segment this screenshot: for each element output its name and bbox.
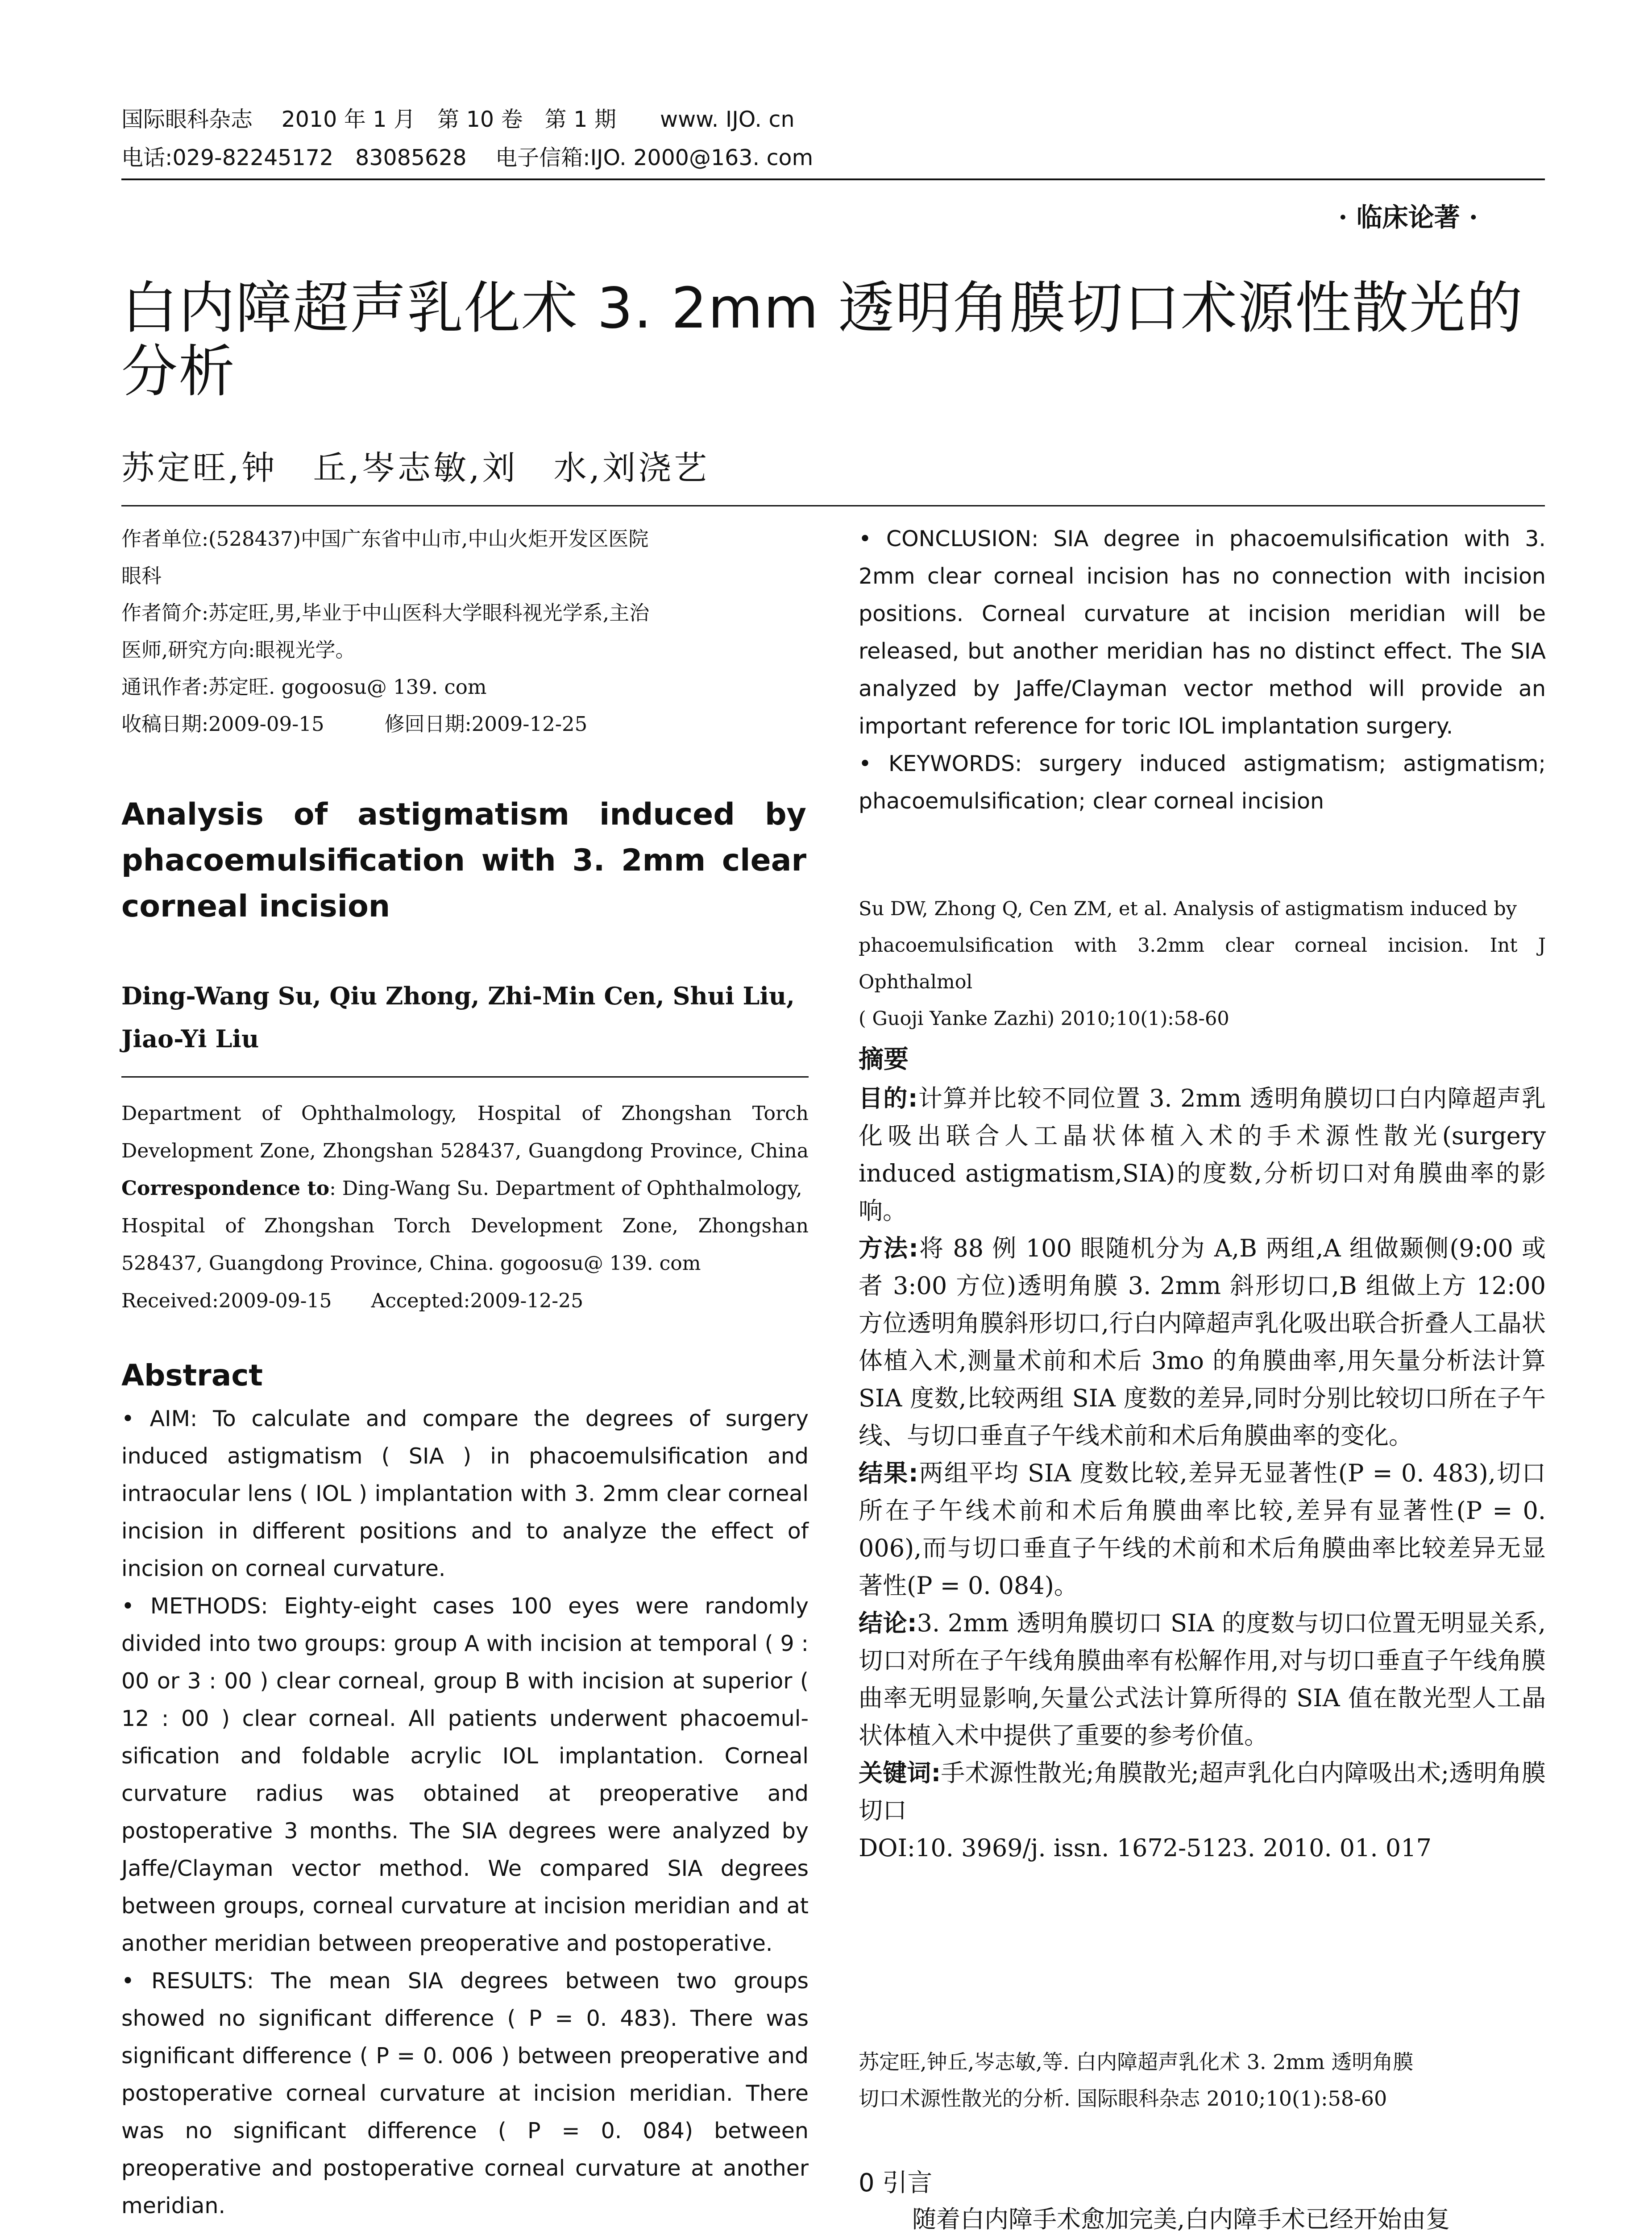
zh-abstract-body <box>859 1080 1546 1867</box>
intro-text: 随着白内障手术愈加完美,白内障手术已经开始由复 <box>912 2205 1450 2231</box>
article-title-line1: 白内障超声乳化术 3. 2mm 透明角膜切口术源性散光的 <box>121 275 1524 341</box>
zh-abstract-heading: 摘要 <box>859 1045 909 1074</box>
zh-conclusion-label: 结论: <box>859 1609 917 1637</box>
abstract-aim: • AIM: To calculate and compare the degrees of surgery induced astigmatism ( SIA ) in phacoemulsification and intraocular lens ( IOL ) implantation with 3. 2mm clear corneal incision in different positions and to analyze the effect of incision on corneal curvature. <box>121 1406 809 1581</box>
abstract-methods: • METHODS: Eighty-eight cases 100 eyes were randomly divided into two groups: group A with incision at temporal ( 9 : 00 or 3 : 00 ) clear corneal, group B with incision at superior ( 12 : 00 ) clear corneal. All patients underwent phacoemul- sification and foldable acrylic IOL implantation. Corneal curvature radius was obtained at preoperative and postoperative 3 months. The SIA degrees were analyzed by Jaffe/Clayman vector method. We compared SIA degrees between groups, corneal curvature at incision meridian and at another meridian between preoperative and postoperative. <box>121 1593 809 1956</box>
citation-chinese-line1: 苏定旺,钟丘,岑志敏,等. 白内障超声乳化术 3. 2mm 透明角膜 <box>859 2050 1414 2074</box>
citation-english-line3: ( Guoji Yanke Zazhi) 2010;10(1):58-60 <box>859 1008 1229 1030</box>
author-unit-cont: 眼科 <box>121 564 162 588</box>
title-rule <box>121 505 1545 506</box>
corresponding-author: 通讯作者:苏定旺. gogoosu@ 139. com <box>121 675 487 699</box>
zh-methods-text: 将 88 例 100 眼随机分为 A,B 两组,A 组做颞侧(9:00 或者 3:00 方位)透明角膜 3. 2mm 斜形切口,B 组做上方 12:00 方位透明角膜斜形切口,行白内障超声乳化吸出联合折叠人工晶状体植入术,测量术前和术后 3mo 的角膜曲率,用矢量分析法计算 SIA 度数,比较两组 SIA 度数的差异,同时分别比较切口所在子午线、与切口垂直子午线术前和术后角膜曲率的变化。 <box>859 1234 1546 1450</box>
abstract-results: • RESULTS: The mean SIA degrees between two groups showed no significant difference ( P = 0. 483). There was significant difference ( P = 0. 006 ) between preoperative and postoperative corneal curvature at incision meridian. There was no significant difference ( P = 0. 084) between preoperative and postoperative corneal curvature at another meridian. <box>121 1968 809 2219</box>
intro-heading: 0 引言 <box>859 2169 933 2198</box>
english-authors-line1: Ding-Wang Su, Qiu Zhong, Zhi-Min Cen, Shui Liu, <box>121 982 795 1010</box>
citation-chinese <box>859 2044 1546 2117</box>
correspondence-text: : Ding-Wang Su. Department of Ophthalmology, <box>329 1177 802 1200</box>
zh-aim-text: 计算并比较不同位置 3. 2mm 透明角膜切口白内障超声乳化吸出联合人工晶状体植入术的手术源性散光(surgery induced astigmatism,SIA)的度数,分析切口对角膜曲率的影响。 <box>859 1084 1546 1225</box>
zh-conclusion <box>859 1605 1546 1754</box>
received-dates: 收稿日期:2009-09-15 修回日期:2009-12-25 <box>121 712 588 736</box>
citation-chinese-line2: 切口术源性散光的分析. 国际眼科杂志 2010;10(1):58-60 <box>859 2086 1387 2111</box>
abstract-body <box>121 1400 809 2225</box>
zh-results <box>859 1455 1546 1605</box>
zh-conclusion-text: 3. 2mm 透明角膜切口 SIA 的度数与切口位置无明显关系,切口对所在子午线角膜曲率有松解作用,对与切口垂直子午线角膜曲率无明显影响,矢量公式法计算所得的 SIA 值在散光型人工晶状体植入术中提供了重要的参考价值。 <box>859 1609 1546 1750</box>
english-title-line2: phacoemulsification with 3. 2mm clear <box>121 843 806 878</box>
section-label: · 临床论著 · <box>1338 202 1478 232</box>
author-info <box>121 520 809 742</box>
zh-methods-label: 方法: <box>859 1234 918 1262</box>
authors-chinese: 苏定旺,钟 丘,岑志敏,刘 水,刘浇艺 <box>121 449 710 487</box>
english-title-line3: corneal incision <box>121 889 390 924</box>
department-line4: Hospital of Zhongshan Torch Development Zone, Zhongshan <box>121 1215 809 1237</box>
zh-aim-label: 目的: <box>859 1084 918 1112</box>
zh-aim <box>859 1080 1546 1230</box>
english-title <box>121 792 806 929</box>
citation-english <box>859 891 1546 1037</box>
english-authors <box>121 975 809 1060</box>
author-bio-cont: 医师,研究方向:眼视光学。 <box>121 638 356 662</box>
header-rule <box>121 178 1545 180</box>
authors-rule <box>121 1076 809 1078</box>
citation-english-line1: Su DW, Zhong Q, Cen ZM, et al. Analysis of astigmatism induced by <box>859 898 1517 920</box>
abstract-right-column <box>859 520 1546 820</box>
department-line1: Department of Ophthalmology, Hospital of Zhongshan Torch <box>121 1102 809 1125</box>
zh-keywords-text: 手术源性散光;角膜散光;超声乳化白内障吸出术;透明角膜切口 <box>859 1759 1546 1825</box>
abstract-heading: Abstract <box>121 1358 263 1393</box>
correspondence-label: Correspondence to <box>121 1177 330 1200</box>
author-bio: 作者简介:苏定旺,男,毕业于中山医科大学眼科视光学系,主治 <box>121 601 650 625</box>
zh-keywords-label: 关键词: <box>859 1759 941 1787</box>
department-line5: 528437, Guangdong Province, China. gogoosu@ 139. com <box>121 1252 701 1275</box>
zh-methods <box>859 1230 1546 1455</box>
zh-keywords <box>859 1754 1546 1829</box>
author-unit: 作者单位:(528437)中国广东省中山市,中山火炬开发区医院 <box>121 527 649 551</box>
abstract-conclusion: • CONCLUSION: SIA degree in phacoemulsification with 3. 2mm clear corneal incision has no connection with incision positions. Corneal curvature at incision meridian will be released, but another meridian has no distinct effect. The SIA analyzed by Jaffe/Clayman vector method will provide an important reference for toric IOL implantation surgery. <box>859 526 1546 739</box>
department-line2: Development Zone, Zhongshan 528437, Guangdong Province, China <box>121 1140 809 1162</box>
journal-header-line1: 国际眼科杂志 2010 年 1 月 第 10 卷 第 1 期 www. IJO. cn <box>121 107 795 132</box>
citation-english-line2: phacoemulsification with 3.2mm clear corneal incision. Int J Ophthalmol <box>859 934 1546 993</box>
abstract-keywords: • KEYWORDS: surgery induced astigmatism; astigmatism; phacoemulsification; clear corneal incision <box>859 751 1546 814</box>
zh-results-label: 结果: <box>859 1459 918 1487</box>
english-authors-line2: Jiao-Yi Liu <box>121 1024 259 1053</box>
department-block <box>121 1095 809 1320</box>
zh-results-text: 两组平均 SIA 度数比较,差异无显著性(P = 0. 483),切口所在子午线术前和术后角膜曲率比较,差异有显著性(P = 0. 006),而与切口垂直子午线的术前和术后角膜曲率比较差异无显著性(P = 0. 084)。 <box>859 1459 1546 1600</box>
received-accepted: Received:2009-09-15 Accepted:2009-12-25 <box>121 1290 584 1312</box>
article-title-line2: 分析 <box>121 339 236 404</box>
correspondence <box>121 1170 809 1207</box>
zh-doi: DOI:10. 3969/j. issn. 1672-5123. 2010. 01. 017 <box>859 1834 1432 1862</box>
english-title-line1: Analysis of astigmatism induced by <box>121 797 806 832</box>
journal-header-line2: 电话:029-82245172 83085628 电子信箱:IJO. 2000@163. com <box>121 145 814 170</box>
